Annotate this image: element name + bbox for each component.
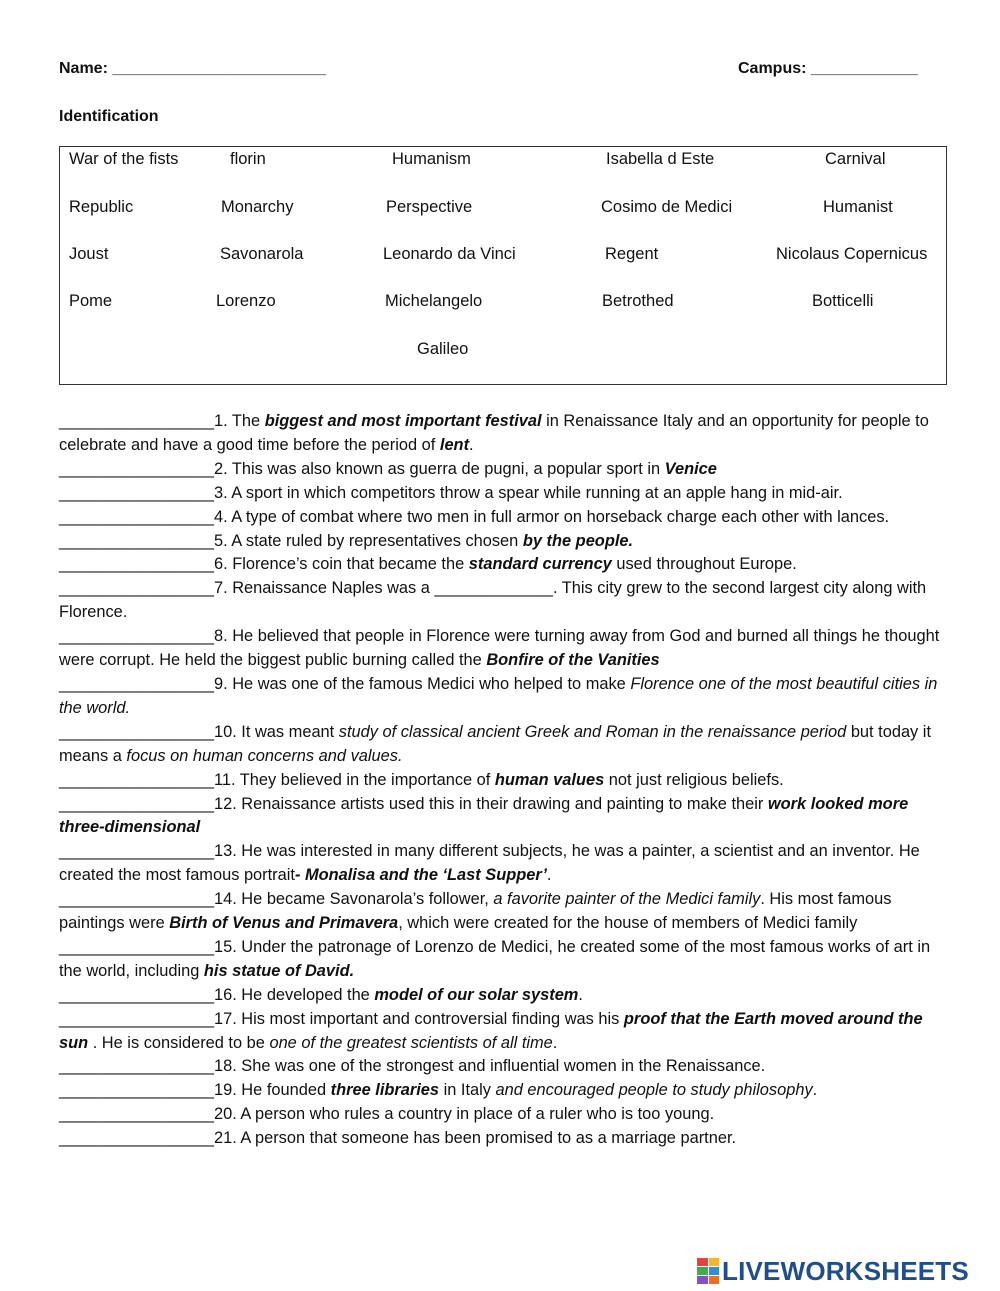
answer-blank[interactable]: _________________ <box>59 937 214 956</box>
question-text: in Italy <box>439 1081 496 1100</box>
word-bank-item: War of the fists <box>69 150 179 168</box>
answer-blank[interactable]: _________________ <box>59 1009 214 1028</box>
answer-blank[interactable]: _________________ <box>59 1105 214 1124</box>
question-text: 21. A person that someone has been promised to as a marriage partner. <box>213 1129 737 1148</box>
question-item <box>59 410 949 458</box>
answer-blank[interactable]: _________________ <box>59 722 214 741</box>
name-field[interactable]: Name: ________________________ <box>59 60 326 77</box>
word-bank-item: Perspective <box>386 198 473 216</box>
question-text: not just religious beliefs. <box>604 770 784 789</box>
question-text: . His most famous paintings were <box>59 890 892 933</box>
word-bank-item: florin <box>230 150 266 168</box>
question-item <box>59 530 949 554</box>
word-bank-item: Republic <box>69 198 134 216</box>
question-item <box>59 625 949 673</box>
question-text: standard currency <box>468 555 612 574</box>
question-text: 12. Renaissance artists used this in their drawing and painting to make their <box>213 794 768 813</box>
answer-blank[interactable]: _________________ <box>59 985 214 1004</box>
question-item <box>59 769 949 793</box>
question-text: biggest and most important festival <box>264 412 542 430</box>
answer-blank[interactable]: _________________ <box>59 890 214 909</box>
question-text: 17. His most important and controversial finding was his <box>213 1009 624 1028</box>
word-bank-item: Betrothed <box>602 292 674 310</box>
question-item <box>59 673 949 721</box>
question-item <box>59 721 949 769</box>
question-text: , which were created for the house of members of Medici family <box>398 914 858 933</box>
question-text: 1. The <box>213 412 265 430</box>
question-text: human values <box>494 770 605 789</box>
word-bank-item: Michelangelo <box>385 292 483 310</box>
question-text: . <box>812 1081 818 1100</box>
question-item <box>59 553 949 577</box>
logo-icon-tile <box>709 1258 720 1266</box>
word-bank-item: Regent <box>605 245 659 263</box>
answer-blank[interactable]: _________________ <box>59 627 214 646</box>
question-text: 8. He believed that people in Florence were turning away from God and burned all things he thought were corrupt. He held the biggest public burning called the <box>59 627 940 670</box>
question-text: three libraries <box>330 1081 440 1100</box>
answer-blank[interactable]: _________________ <box>59 459 214 478</box>
campus-field[interactable]: Campus: ____________ <box>738 60 918 77</box>
question-item <box>59 936 949 984</box>
question-item <box>59 577 949 625</box>
question-text: by the people. <box>522 531 634 550</box>
word-bank-item: Pome <box>69 292 113 310</box>
question-text: work looked more three-dimensional <box>59 794 909 837</box>
question-text: focus on human concerns and values. <box>126 746 403 765</box>
logo-icon-tile <box>697 1267 708 1275</box>
word-bank-item: Humanist <box>823 198 893 216</box>
question-item <box>59 793 949 841</box>
question-text: 16. He developed the <box>213 985 375 1004</box>
word-bank-item: Isabella d Este <box>606 150 715 168</box>
question-text: in Renaissance Italy and an opportunity for people to celebrate and have a good time before the period of <box>59 412 929 454</box>
question-text: . <box>578 985 583 1004</box>
question-text: . He is considered to be <box>88 1033 270 1052</box>
word-bank-item: Botticelli <box>812 292 874 310</box>
answer-blank[interactable]: _________________ <box>59 794 214 813</box>
question-text: 20. A person who rules a country in place of a ruler who is too young. <box>213 1105 715 1124</box>
question-text: . <box>546 866 552 885</box>
question-text: . <box>469 435 474 454</box>
question-item <box>59 1079 949 1103</box>
question-text: 14. He became Savonarola’s follower, <box>213 890 494 909</box>
word-bank-item: Leonardo da Vinci <box>383 245 516 263</box>
logo-icon-tile <box>697 1258 708 1266</box>
question-text: proof that the Earth moved around the sun <box>59 1009 923 1052</box>
logo-text: LIVEWORKSHEETS <box>722 1255 969 1286</box>
question-text: 2. This was also known as guerra de pugni, a popular sport in <box>213 459 665 478</box>
question-text: 13. He was interested in many different subjects, he was a painter, a scientist and an inventor. He created the most famous portrait <box>59 842 920 885</box>
question-text: a favorite painter of the Medici family <box>493 890 761 909</box>
answer-blank[interactable]: _________________ <box>59 412 214 430</box>
question-text: 6. Florence’s coin that became the <box>213 555 469 574</box>
section-title: Identification <box>59 108 159 125</box>
question-text: his statue of David. <box>203 961 355 980</box>
question-text: 11. They believed in the importance of <box>213 770 495 789</box>
question-text: 10. It was meant <box>213 722 339 741</box>
question-text: 5. A state ruled by representatives chosen <box>213 531 523 550</box>
logo-icon-tile <box>709 1267 720 1275</box>
question-text: Florence one of the most beautiful cities in the world. <box>59 674 938 717</box>
question-text: Bonfire of the Vanities <box>486 651 660 670</box>
question-text: lent <box>439 435 470 454</box>
question-item <box>59 1127 949 1151</box>
word-bank-item: Galileo <box>417 340 469 358</box>
question-text: model of our solar system <box>374 985 579 1004</box>
word-bank-item: Nicolaus Copernicus <box>776 245 928 263</box>
word-bank-item: Joust <box>69 245 109 263</box>
question-text: - Monalisa and the ‘Last Supper’ <box>294 866 547 885</box>
question-text: Venice <box>664 459 717 478</box>
question-text: . <box>552 1033 558 1052</box>
question-item <box>59 1008 949 1056</box>
word-bank-item: Carnival <box>825 150 886 168</box>
word-bank-item: Savonarola <box>220 245 304 263</box>
answer-blank[interactable]: _________________ <box>59 555 214 574</box>
answer-blank[interactable]: _________________ <box>59 674 214 693</box>
question-item <box>59 840 949 888</box>
answer-blank[interactable]: _________________ <box>59 842 214 861</box>
word-bank-item: Cosimo de Medici <box>601 198 733 216</box>
word-bank-item: Monarchy <box>221 198 294 216</box>
answer-blank[interactable]: _________________ <box>59 531 214 550</box>
answer-blank[interactable]: _________________ <box>59 1129 214 1148</box>
liveworksheets-logo <box>697 1256 969 1286</box>
answer-blank[interactable]: _________________ <box>59 507 214 526</box>
word-bank-item: Lorenzo <box>216 292 276 310</box>
question-text: 7. Renaissance Naples was a _____________. This city grew to the second largest city along with Florence. <box>59 579 927 622</box>
answer-blank[interactable]: _________________ <box>59 770 214 789</box>
question-text: 4. A type of combat where two men in full armor on horseback charge each other with lances. <box>213 507 890 526</box>
word-bank-item: Humanism <box>392 150 471 168</box>
question-item <box>59 984 949 1008</box>
question-item <box>59 506 949 530</box>
question-text: 3. A sport in which competitors throw a spear while running at an apple hang in mid-air. <box>213 483 843 502</box>
question-item <box>59 458 949 482</box>
question-text: one of the greatest scientists of all time <box>269 1033 553 1052</box>
answer-blank[interactable]: _________________ <box>59 1057 214 1076</box>
question-text: 15. Under the patronage of Lorenzo de Medici, he created some of the most famous works of art in the world, including <box>59 937 931 980</box>
question-item <box>59 888 949 936</box>
question-text: study of classical ancient Greek and Roman in the renaissance period <box>338 722 847 741</box>
answer-blank[interactable]: _________________ <box>59 1081 214 1100</box>
word-bank <box>59 146 947 385</box>
question-item <box>59 1103 949 1127</box>
question-text: but today it means a <box>59 722 932 765</box>
logo-icon <box>697 1258 719 1284</box>
logo-icon-tile <box>697 1276 708 1284</box>
question-text: 19. He founded <box>213 1081 331 1100</box>
answer-blank[interactable]: _________________ <box>59 483 214 502</box>
logo-icon-tile <box>709 1276 720 1284</box>
question-text: and encouraged people to study philosophy <box>495 1081 813 1100</box>
question-item <box>59 1055 949 1079</box>
question-text: used throughout Europe. <box>611 555 797 574</box>
question-list <box>59 410 949 1151</box>
question-text: 18. She was one of the strongest and influential women in the Renaissance. <box>213 1057 766 1076</box>
question-text: 9. He was one of the famous Medici who helped to make <box>213 674 631 693</box>
answer-blank[interactable]: _________________ <box>59 579 214 598</box>
question-text: Birth of Venus and Primavera <box>169 914 399 933</box>
question-item <box>59 482 949 506</box>
